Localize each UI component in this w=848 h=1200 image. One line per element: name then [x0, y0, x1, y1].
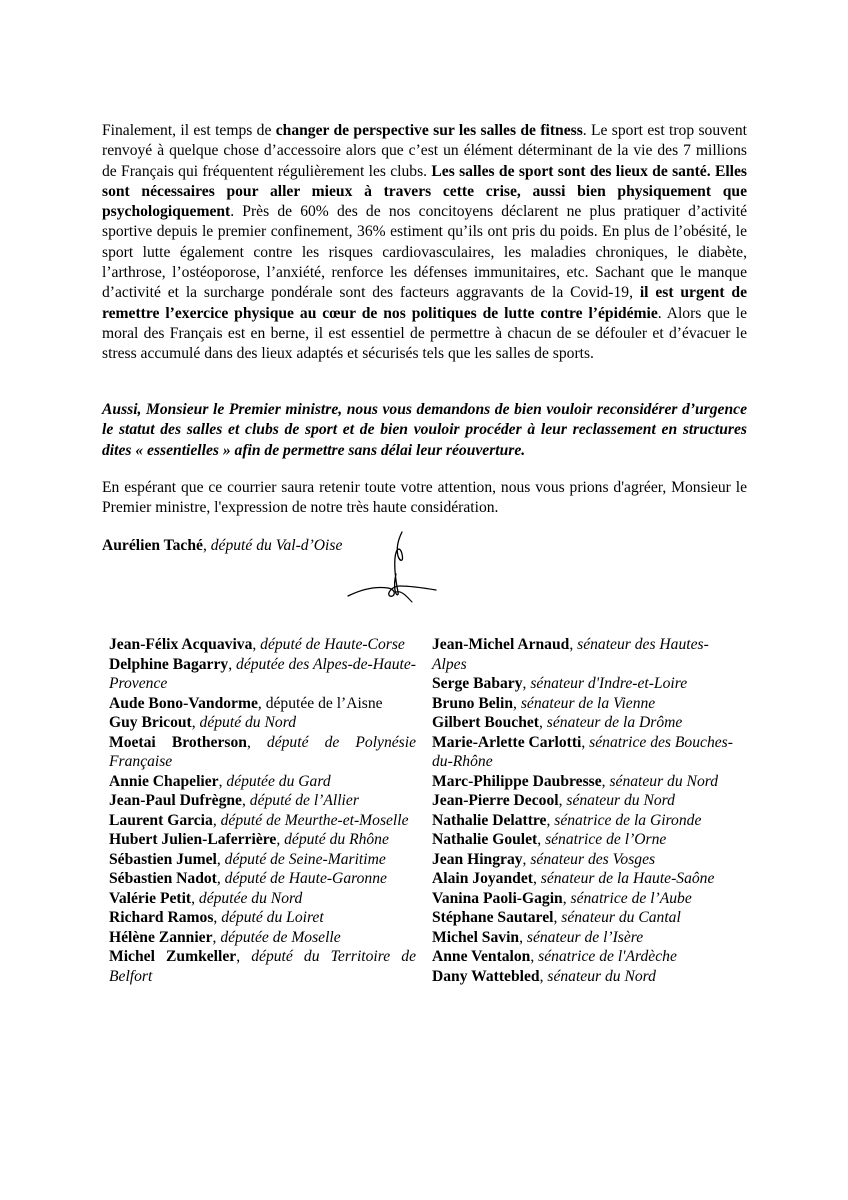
signatory-title: députée du Gard	[226, 772, 331, 790]
signatory-sep: ,	[218, 772, 227, 790]
signatory-sep: ,	[530, 948, 539, 965]
signatory-sep: ,	[216, 870, 225, 887]
signatory-title: sénatrice des Bouches-du-Rhône	[432, 733, 733, 770]
signatory-sep: ,	[562, 889, 571, 907]
signatory-item	[432, 830, 739, 850]
signatory-name: Annie Chapelier	[109, 772, 219, 790]
signatory-sep: ,	[276, 831, 285, 848]
signatory-item	[109, 830, 416, 850]
signatory-title: sénateur du Nord	[566, 792, 675, 809]
signatory-item	[109, 811, 416, 831]
signatory-sep: ,	[522, 675, 531, 692]
signatory-sep: ,	[581, 733, 590, 751]
signatory-name: Bruno Belin	[432, 694, 514, 712]
signatory-name: Valérie Petit	[109, 889, 192, 907]
signatory-name: Jean-Michel Arnaud	[432, 636, 570, 653]
signatory-title: député de Haute-Corse	[260, 636, 405, 653]
signatory-name: Vanina Paoli-Gagin	[432, 889, 563, 907]
signatory-name: Michel Zumkeller	[109, 948, 237, 965]
signatory-item	[432, 967, 739, 987]
signatory-item	[109, 791, 416, 811]
signatory-name: Jean-Pierre Decool	[432, 792, 559, 809]
signatory-name: Moetai Brotherson	[109, 733, 247, 751]
signatory-sep: ,	[601, 772, 610, 790]
p1-seg-2: . Le sport est trop souvent renvoyé à quelque chose d’accessoire alors que c’est un élément déterminant de la vie des 7 millions de Français qui fréquentent régulièrement les clubs.	[102, 122, 747, 180]
signatory-sep: ,	[246, 733, 267, 751]
signatory-item	[109, 850, 416, 870]
handwritten-signature	[340, 526, 440, 606]
p1-seg-1: changer de perspective sur les salles de fitness	[275, 122, 583, 139]
signatory-item	[432, 850, 739, 870]
signatory-sep: ,	[216, 850, 225, 868]
signatory-item	[432, 869, 739, 889]
signatory-sep: ,	[228, 655, 237, 673]
main-signer-sep: ,	[202, 537, 211, 554]
signatory-item	[432, 908, 739, 928]
signatory-name: Delphine Bagarry	[109, 655, 229, 673]
signatory-title: sénateur de l’Isère	[526, 928, 644, 946]
signatory-name: Serge Babary	[432, 675, 523, 692]
p1-seg-6: . Alors que le moral des Français est en berne, il est essentiel de permettre à chacun de se défouler et d’évacuer le stress accumulé dans des lieux adaptés et sécurisés tels que les salles de sports.	[102, 304, 747, 363]
signatory-sep: ,	[532, 870, 541, 887]
signatory-title: sénatrice de l’Orne	[545, 831, 667, 848]
signatory-item	[432, 791, 739, 811]
signatory-name: Guy Bricout	[109, 714, 192, 731]
signatory-name: Hubert Julien-Laferrière	[109, 831, 277, 848]
signatory-sep: ,	[236, 948, 252, 965]
signatory-name: Aude Bono-Vandorme	[109, 694, 258, 712]
p1-seg-4: . Près de 60% des de nos concitoyens déclarent ne plus pratiquer d’activité sportive depuis le premier confinement, 36% estiment qu’ils ont pris du poids. En plus de l’obésité, le sport lutte également contre les risques cardiovasculaires, les maladies chroniques, le diabète, l’arthrose, l’ostéoporose, l’anxiété, renforce les défenses immunitaires, etc. Sachant que le manque d’activité et la surcharge pondérale sont des facteurs aggravants de la Covid-19,	[102, 203, 747, 302]
signatory-title: sénateur du Cantal	[561, 909, 681, 926]
signatory-name: Jean Hingray	[432, 850, 523, 868]
main-signer	[102, 536, 342, 556]
main-signer-name: Aurélien Taché	[102, 537, 203, 554]
signatory-title: député de Polynésie Française	[109, 733, 416, 770]
signatory-sep: ,	[569, 636, 578, 653]
signatory-sep: ,	[553, 909, 562, 926]
signatory-sep: ,	[191, 889, 199, 907]
signatory-item	[109, 889, 416, 909]
signatory-name: Richard Ramos	[109, 909, 214, 926]
signatory-name: Marc-Philippe Daubresse	[432, 772, 602, 790]
signatory-item	[432, 674, 739, 694]
signatory-name: Gilbert Bouchet	[432, 714, 539, 731]
signatory-title: député de Haute-Garonne	[224, 870, 387, 887]
signatory-sep: ,	[513, 694, 521, 712]
signatory-title: député du Territoire de Belfort	[109, 948, 417, 985]
signatory-title: sénateur de la Haute-Saône	[540, 870, 715, 887]
signatory-title: sénateur du Nord	[547, 967, 656, 985]
p1-seg-3: Les salles de sport sont des lieux de santé. Elles sont nécessaires pour aller mieux à travers cette crise, aussi bien physiquement que psychologiquement	[102, 162, 747, 221]
signatory-title: députée de l’Aisne	[265, 694, 383, 712]
signatory-item	[109, 733, 416, 772]
signatory-sep: ,	[558, 792, 567, 809]
signatory-title: sénatrice de la Gironde	[554, 811, 702, 829]
signatory-item	[109, 635, 416, 655]
signatory-title: députée de Moselle	[220, 928, 341, 946]
signatory-title: député du Loiret	[221, 909, 324, 926]
signatory-title: sénateur des Hautes-Alpes	[432, 636, 709, 673]
signatory-title: sénateur des Vosges	[530, 850, 656, 868]
signatory-sep: ,	[252, 636, 261, 653]
signatory-sep: ,	[522, 850, 531, 868]
signatory-sep: ,	[519, 928, 527, 946]
signatory-name: Marie-Arlette Carlotti	[432, 733, 582, 751]
signatory-name: Laurent Garcia	[109, 811, 213, 829]
signatory-sep: ,	[546, 811, 555, 829]
signatory-title: député de l’Allier	[249, 792, 359, 809]
signatory-item	[109, 869, 416, 889]
deputies-list	[109, 635, 416, 986]
signatory-sep: ,	[191, 714, 200, 731]
signatory-sep: ,	[212, 811, 221, 829]
signatory-name: Jean-Félix Acquaviva	[109, 636, 253, 653]
signatory-name: Michel Savin	[432, 928, 520, 946]
signatory-title: sénatrice de l'Ardèche	[538, 948, 677, 965]
signatory-sep: ,	[537, 831, 546, 848]
signatory-sep: ,	[539, 967, 548, 985]
signatory-title: député du Rhône	[284, 831, 389, 848]
signatory-name: Anne Ventalon	[432, 948, 531, 965]
signatory-name: Nathalie Goulet	[432, 831, 538, 848]
paragraph-request: Aussi, Monsieur le Premier ministre, nous vous demandons de bien vouloir reconsidérer d’urgence le statut des salles et clubs de sport et de bien vouloir procéder à leur reclassement en structures dites « essentielles » afin de permettre sans délai leur réouverture.	[102, 401, 747, 459]
signatory-title: sénateur de la Drôme	[546, 714, 683, 731]
signatory-item	[432, 713, 739, 733]
signatory-title: député de Seine-Maritime	[224, 850, 386, 868]
signatory-name: Hélène Zannier	[109, 928, 213, 946]
signatory-item	[432, 733, 739, 772]
signatory-sep: ,	[213, 909, 222, 926]
signatory-sep: ,	[257, 694, 266, 712]
signatory-sep: ,	[212, 928, 221, 946]
signatory-item	[432, 947, 739, 967]
signatory-title: sénateur du Nord	[609, 772, 719, 790]
signatory-name: Alain Joyandet	[432, 870, 533, 887]
signatory-name: Stéphane Sautarel	[432, 909, 554, 926]
signatory-name: Sébastien Nadot	[109, 870, 217, 887]
signatory-item	[432, 772, 739, 792]
signatory-name: Jean-Paul Dufrègne	[109, 792, 242, 809]
signatory-name: Nathalie Delattre	[432, 811, 547, 829]
signatory-sep: ,	[241, 792, 250, 809]
signatory-item	[432, 889, 739, 909]
signatory-item	[109, 713, 416, 733]
signatory-name: Sébastien Jumel	[109, 850, 217, 868]
paragraph-closing: En espérant que ce courrier saura retenir toute votre attention, nous vous prions d'agréer, Monsieur le Premier ministre, l'expression de notre très haute considération.	[102, 479, 747, 517]
signatory-item	[432, 635, 739, 674]
signatory-name: Dany Wattebled	[432, 967, 540, 985]
signatory-sep: ,	[538, 714, 547, 731]
signatory-item	[109, 655, 416, 694]
signatory-title: député de Meurthe-et-Moselle	[220, 811, 409, 829]
p1-seg-5: il est urgent de remettre l’exercice physique au cœur de nos politiques de lutte contre l’épidémie	[102, 284, 747, 322]
main-signer-title: député du Val-d’Oise	[210, 537, 343, 554]
signatory-item	[109, 928, 416, 948]
signatory-item	[109, 947, 416, 986]
signatory-title: députée des Alpes-de-Haute-Provence	[109, 655, 417, 692]
signatory-item	[432, 928, 739, 948]
signatory-item	[109, 772, 416, 792]
signatory-item	[109, 908, 416, 928]
signatory-title: sénateur de la Vienne	[520, 694, 656, 712]
signatory-title: sénateur d'Indre-et-Loire	[530, 675, 688, 692]
paragraph-fitness-perspective	[102, 121, 747, 365]
signatory-title: député du Nord	[199, 714, 296, 731]
senators-list	[432, 635, 739, 986]
signatory-item	[432, 811, 739, 831]
signatory-title: sénatrice de l’Aube	[570, 889, 692, 907]
p1-seg-0: Finalement, il est temps de	[102, 122, 276, 139]
signatory-title: députée du Nord	[198, 889, 303, 907]
signatory-item	[109, 694, 416, 714]
signatory-item	[432, 694, 739, 714]
